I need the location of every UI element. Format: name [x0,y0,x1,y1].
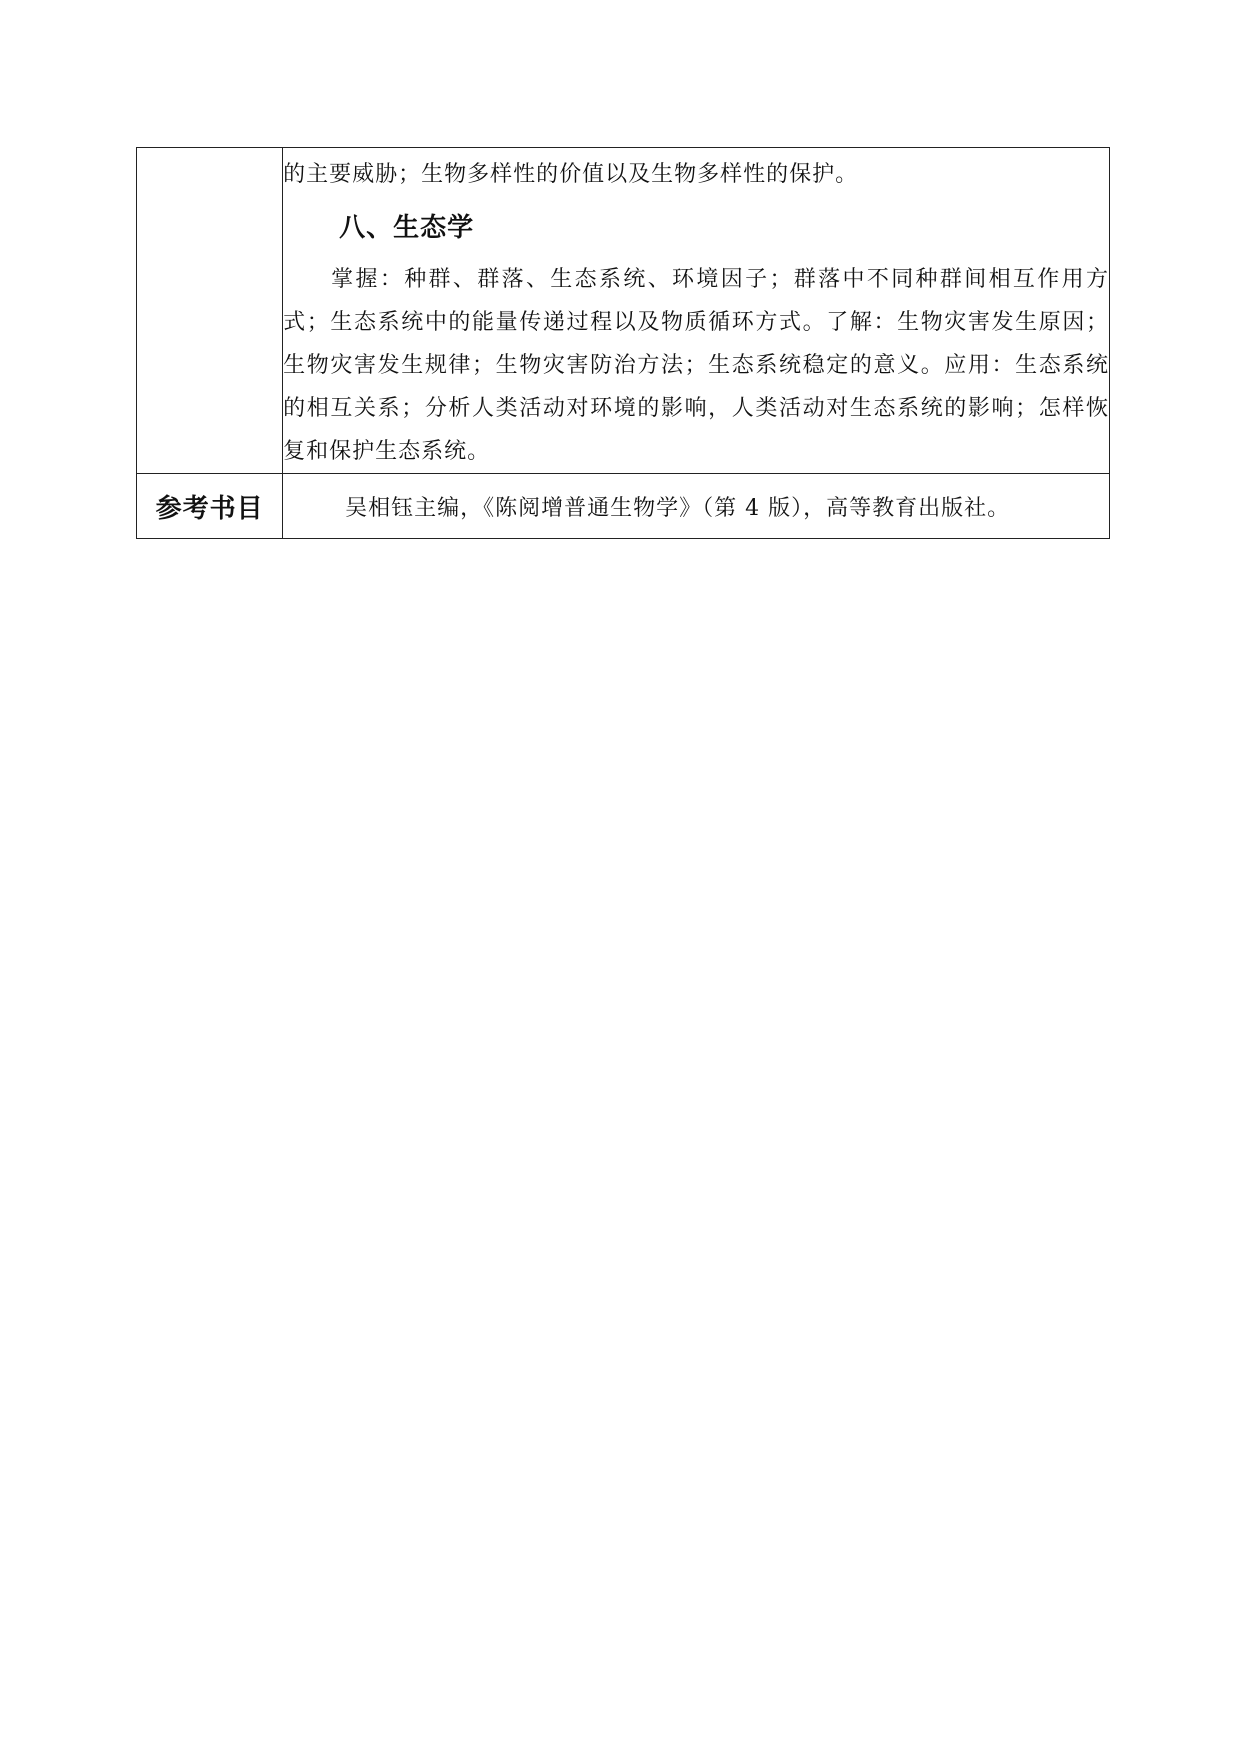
ecology-paragraph: 掌握：种群、群落、生态系统、环境因子；群落中不同种群间相互作用方式；生态系统中的能量传递过程以及物质循环方式。了解：生物灾害发生原因；生物灾害发生规律；生物灾害防治方法；生态系统稳定的意义。应用：生态系统的相互关系；分析人类活动对环境的影响，人类活动对生态系统的影响；怎样恢复和保护生态系统。 [283,267,1109,464]
syllabus-table [136,147,1110,539]
content-cell [283,148,1110,474]
row-label-cell-empty [137,148,283,474]
references-text: 吴相钰主编，《陈阅增普通生物学》（第 4 版），高等教育出版社。 [283,474,1110,539]
table-row [137,474,1110,539]
row-label-references: 参考书目 [137,474,283,539]
table-row [137,148,1110,474]
section-heading-ecology: 八、生态学 [339,213,475,243]
continuation-text: 的主要威胁；生物多样性的价值以及生物多样性的保护。 [283,162,859,187]
